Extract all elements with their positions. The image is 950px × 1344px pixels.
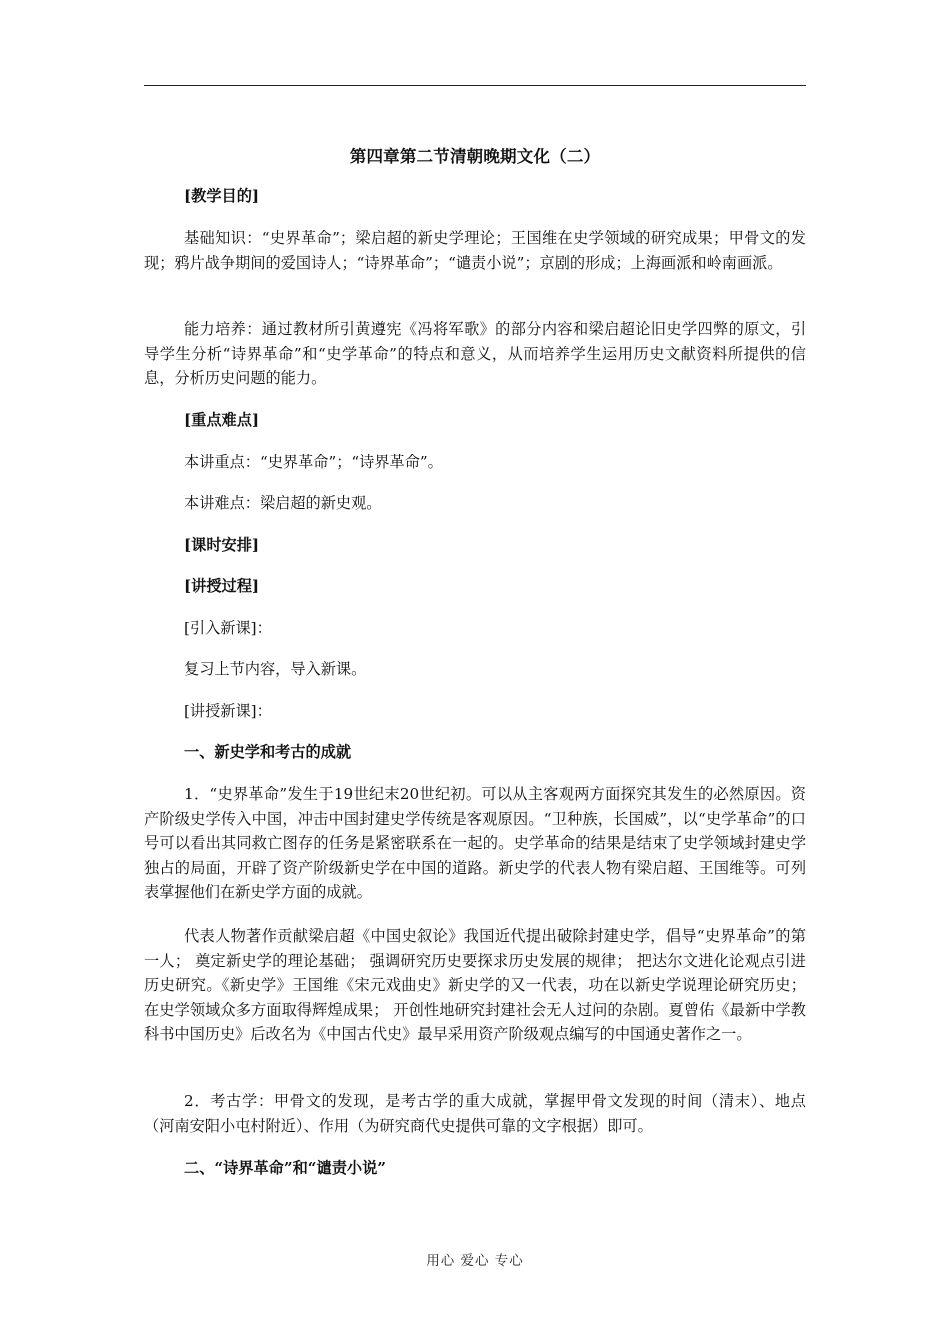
paragraph-ability: 能力培养：通过教材所引黄遵宪《冯将军歌》的部分内容和梁启超论旧史学四弊的原文，引导学生分析“诗界革命”和“史学革命”的特点和意义，从而培养学生运用历史文献资料所提供的信息，分析历史问题的能力。 bbox=[144, 320, 806, 387]
page-footer: 用心 爱心 专心 bbox=[426, 1253, 524, 1269]
paragraph-point-1: 1．“史界革命”发生于19世纪末20世纪初。可以从主客观两方面探究其发生的必然原因。资产阶级史学传入中国，冲击中国封建史学传统是客观原因。“卫种族，长国威”，以“史学革命”的口号可以看出其同救亡图存的任务是紧密联系在一起的。史学革命的结果是结束了史学领域封建史学独占的局面，开辟了资产阶级新史学在中国的道路。新史学的代表人物有梁启超、王国维等。可列表掌握他们在新史学方面的成就。 bbox=[144, 785, 806, 901]
paragraph-table-text: 代表人物著作贡献梁启超《中国史叙论》我国近代提出破除封建史学，倡导“史界革命”的第一人； 奠定新史学的理论基础； 强调研究历史要探求历史发展的规律； 把达尔文进化论观点引进历史研究。《新史学》王国维《宋元戏曲史》新史学的又一代表，功在以新史学说理论研究历史； 在史学领域众多方面取得辉煌成果； 开创性地研究封建社会无人过问的杂剧。夏曾佑《最新中学教科书中国历史》后改名为《中国古代史》最早采用资产阶级观点编写的中国通史著作之一。 bbox=[144, 927, 806, 1043]
paragraph-review: 复习上节内容，导入新课。 bbox=[184, 660, 367, 678]
paragraph-difficult-point: 本讲难点：梁启超的新史观。 bbox=[184, 494, 382, 512]
paragraph-intro: [引入新课]： bbox=[184, 619, 272, 637]
paragraph-point-2: 2．考古学：甲骨文的发现，是考古学的重大成就，掌握甲骨文发现的时间（清末）、地点（河南安阳小屯村附近）、作用（为研究商代史提供可靠的文字根据）即可。 bbox=[144, 1092, 806, 1135]
heading-key-points: [重点难点] bbox=[184, 411, 260, 429]
paragraph-key-point: 本讲重点：“史界革命”；“诗界革命”。 bbox=[184, 453, 443, 471]
heading-section-2: 二、“诗界革命”和“谴责小说” bbox=[184, 1159, 387, 1177]
header-rule bbox=[144, 85, 806, 86]
paragraph-new-lesson: [讲授新课]： bbox=[184, 702, 272, 720]
heading-section-1: 一、新史学和考古的成就 bbox=[184, 743, 352, 761]
paragraph-basic-knowledge: 基础知识：“史界革命”；梁启超的新史学理论；王国维在史学领域的研究成果；甲骨文的发现；鸦片战争期间的爱国诗人；“诗界革命”；“谴责小说”；京剧的形成；上海画派和岭南画派。 bbox=[144, 229, 806, 272]
heading-process: [讲授过程] bbox=[184, 577, 260, 595]
page-title: 第四章第二节清朝晚期文化（二） bbox=[349, 147, 601, 166]
heading-schedule: [课时安排] bbox=[184, 536, 260, 554]
heading-teaching-goal: [教学目的] bbox=[184, 187, 260, 205]
